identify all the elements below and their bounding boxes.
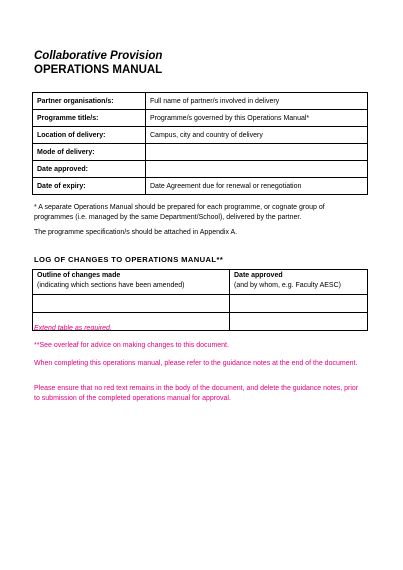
log-col2-subtitle: (and by whom, e.g. Faculty AESC) — [234, 281, 341, 289]
field-label-programme: Programme title/s: — [33, 110, 146, 127]
table-row — [33, 270, 368, 295]
table-row — [33, 161, 368, 178]
log-cell-date[interactable] — [230, 295, 368, 313]
table-row — [33, 178, 368, 195]
separate-manual-note: * A separate Operations Manual should be prepared for each programme, or cognate group of programmes (i.e. managed by the same Department/School), delivered by the partner. — [34, 204, 325, 221]
change-log-table — [32, 269, 368, 331]
field-label-location: Location of delivery: — [33, 127, 146, 144]
table-row — [33, 127, 368, 144]
field-value-programme[interactable]: Programme/s governed by this Operations Manual* — [146, 110, 368, 127]
document-title-line2: OPERATIONS MANUAL — [34, 64, 163, 76]
table-row — [33, 110, 368, 127]
field-label-date-expiry: Date of expiry: — [33, 178, 146, 195]
table-row — [33, 93, 368, 110]
submission-instruction-note: Please ensure that no red text remains in the body of the document, and delete the guidance notes, prior to submission of the completed operations manual for approval. — [34, 385, 359, 402]
programme-info-table — [32, 92, 368, 195]
field-value-mode[interactable] — [146, 144, 368, 161]
field-value-date-approved[interactable] — [146, 161, 368, 178]
field-value-partner[interactable]: Full name of partner/s involved in delivery — [146, 93, 368, 110]
log-col2-title: Date approved — [234, 272, 283, 279]
table-row — [33, 144, 368, 161]
log-col1-subtitle: (indicating which sections have been amended) — [37, 281, 185, 289]
log-cell-changes[interactable] — [33, 295, 230, 313]
field-value-location[interactable]: Campus, city and country of delivery — [146, 127, 368, 144]
extend-table-note: Extend table as required. — [34, 325, 112, 332]
log-header-changes — [33, 270, 230, 295]
guidance-reference-note: When completing this operations manual, please refer to the guidance notes at the end of the document. — [34, 360, 358, 367]
field-value-date-expiry[interactable]: Date Agreement due for renewal or renegotiation — [146, 178, 368, 195]
document-title-line1: Collaborative Provision — [34, 50, 163, 62]
field-label-date-approved: Date approved: — [33, 161, 146, 178]
field-label-partner: Partner organisation/s: — [33, 93, 146, 110]
table-row — [33, 295, 368, 313]
log-col1-title: Outline of changes made — [37, 272, 121, 279]
field-label-mode: Mode of delivery: — [33, 144, 146, 161]
appendix-note: The programme specification/s should be attached in Appendix A. — [34, 229, 238, 236]
log-header-date — [230, 270, 368, 295]
overleaf-note: **See overleaf for advice on making changes to this document. — [34, 342, 229, 349]
change-log-heading: LOG OF CHANGES TO OPERATIONS MANUAL** — [34, 255, 224, 264]
